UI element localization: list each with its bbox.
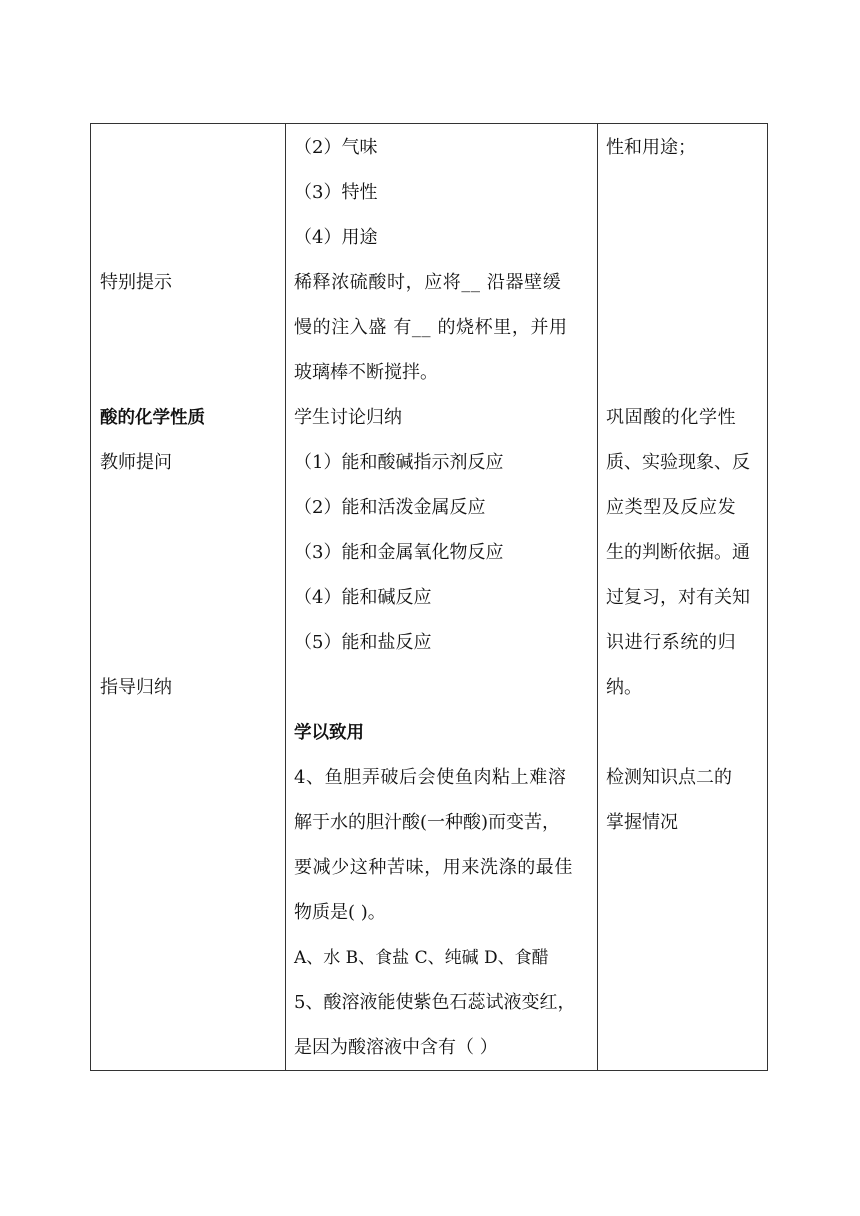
lesson-plan-table	[90, 123, 768, 1071]
question-4-line: 4、鱼胆弄破后会使鱼肉粘上难溶	[294, 767, 567, 788]
intent-text-line: 性和用途；	[606, 137, 696, 158]
list-item: （3）特性	[294, 182, 378, 203]
list-item: （1）能和酸碱指示剂反应	[294, 452, 504, 473]
table-row	[91, 124, 768, 1071]
question-4-line: 要减少这种苦味，用来洗涤的最佳	[294, 857, 573, 878]
list-item: （5）能和盐反应	[294, 632, 432, 653]
question-4-line: 物质是( )。	[294, 902, 386, 923]
question-4-line: 解于水的胆汁酸(一种酸)而变苦，	[294, 812, 561, 833]
guide-summary-label: 指导归纳	[100, 677, 172, 698]
list-item: （4）能和碱反应	[294, 587, 432, 608]
activity-column-cell	[91, 124, 286, 1071]
tip-text-line: 稀释浓硫酸时，应将__ 沿器壁缓	[294, 272, 562, 293]
intent-text-line: 识进行系统的归	[606, 632, 737, 653]
section-title: 酸的化学性质	[100, 408, 205, 428]
intent-text-line: 应类型及反应发	[606, 497, 737, 518]
intent-text-line: 生的判断依据。通	[606, 542, 750, 563]
question-5-line: 5、酸溶液能使紫色石蕊试液变红，	[294, 992, 576, 1013]
intent-text-line: 巩固酸的化学性	[606, 407, 737, 428]
intent-text-line: 过复习，对有关知	[606, 587, 750, 608]
intent-text-line: 纳。	[606, 677, 642, 698]
list-item: （4）用途	[294, 227, 378, 248]
special-tip-label: 特别提示	[100, 272, 172, 293]
teacher-question-label: 教师提问	[100, 452, 172, 473]
discussion-title: 学生讨论归纳	[294, 407, 402, 428]
intent-text-line: 检测知识点二的	[606, 767, 732, 788]
content-column-cell	[286, 124, 598, 1071]
apply-title: 学以致用	[294, 723, 364, 743]
tip-text-line: 玻璃棒不断搅拌。	[294, 362, 438, 383]
intent-column-cell	[598, 124, 768, 1071]
list-item: （2）能和活泼金属反应	[294, 497, 486, 518]
question-4-options: A、水 B、食盐 C、纯碱 D、食醋	[294, 948, 549, 968]
list-item: （2）气味	[294, 137, 378, 158]
intent-text-line: 掌握情况	[606, 812, 678, 833]
question-5-line: 是因为酸溶液中含有（ ）	[294, 1037, 498, 1058]
intent-text-line: 质、实验现象、反	[606, 452, 750, 473]
tip-text-line: 慢的注入盛 有__ 的烧杯里，并用	[294, 317, 568, 338]
list-item: （3）能和金属氧化物反应	[294, 542, 504, 563]
